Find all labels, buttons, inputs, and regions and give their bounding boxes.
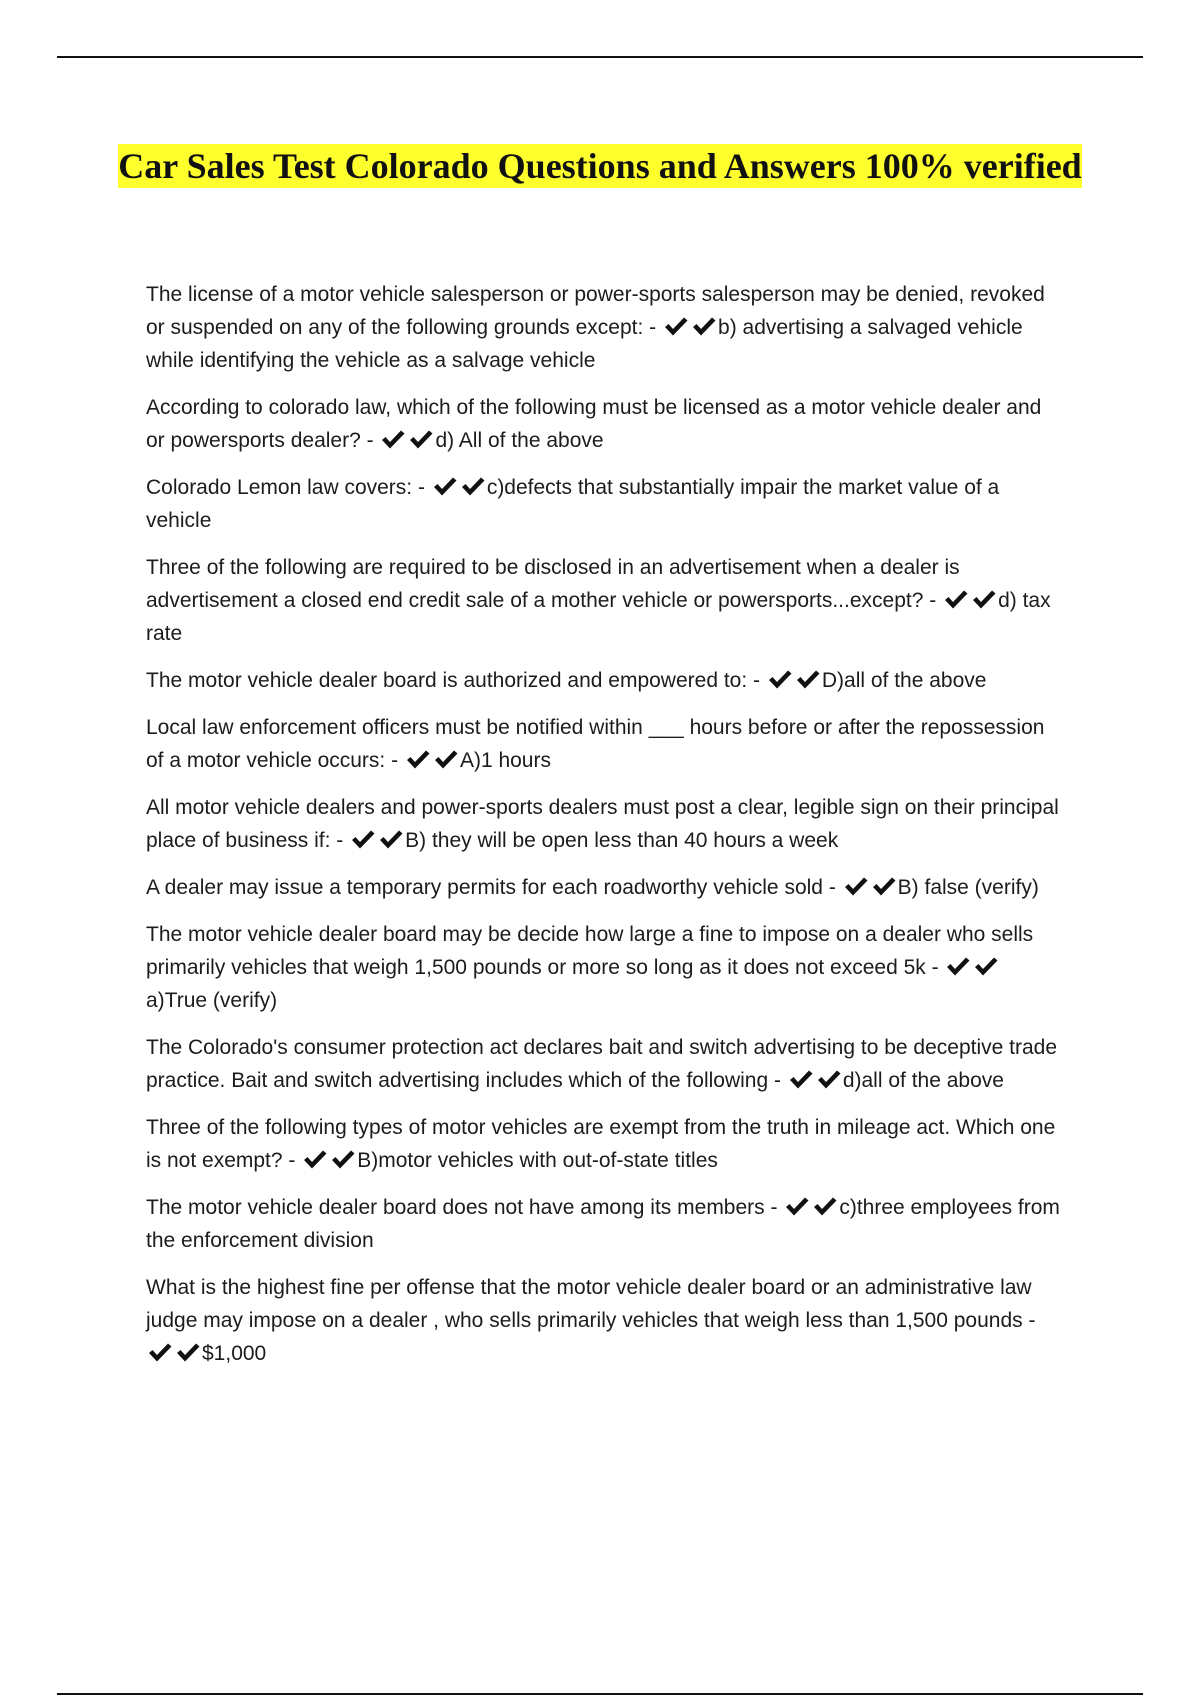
separator: - bbox=[925, 956, 945, 979]
question-text: The motor vehicle dealer board does not have among its members bbox=[146, 1196, 765, 1219]
qa-item bbox=[146, 871, 1061, 904]
check-mark-icon bbox=[432, 475, 458, 497]
check-mark-icon bbox=[945, 955, 971, 977]
check-mark-icon bbox=[408, 428, 434, 450]
question-text: According to colorado law, which of the following must be licensed as a motor vehicle dealer and or powersports dealer? bbox=[146, 396, 1042, 452]
check-mark-icon bbox=[380, 428, 406, 450]
question-text: Three of the following types of motor vehicles are exempt from the truth in mileage act. Which one is not exempt? bbox=[146, 1116, 1056, 1172]
separator: - bbox=[747, 669, 766, 692]
question-text: The motor vehicle dealer board may be decide how large a fine to impose on a dealer who sells primarily vehicles that weigh 1,500 pounds or more so long as it does not exceed 5k bbox=[146, 923, 1034, 979]
separator: - bbox=[822, 876, 842, 899]
question-text: The motor vehicle dealer board is authorized and empowered to: bbox=[146, 669, 748, 692]
answer-text: B) false (verify) bbox=[897, 876, 1039, 899]
title-highlight: Car Sales Test Colorado Questions and Answers 100% verified bbox=[118, 146, 1082, 186]
qa-item bbox=[146, 278, 1061, 377]
question-text: Three of the following are required to be disclosed in an advertisement when a dealer is advertisement a closed end credit sale of a mother vehicle or powersports...except? bbox=[146, 556, 960, 612]
check-mark-icon bbox=[147, 1341, 173, 1363]
question-text: The Colorado's consumer protection act declares bait and switch advertising to be deceptive trade practice. Bait and switch advertising includes which of the following bbox=[146, 1036, 1058, 1092]
answer-text: $1,000 bbox=[202, 1342, 267, 1365]
question-text: All motor vehicle dealers and power-sports dealers must post a clear, legible sign on their principal place of business if: bbox=[146, 796, 1059, 852]
check-mark-icon bbox=[663, 315, 689, 337]
qa-list bbox=[146, 278, 1061, 1384]
check-mark-icon bbox=[378, 828, 404, 850]
separator: - bbox=[360, 429, 380, 452]
document-title bbox=[57, 145, 1143, 187]
qa-item bbox=[146, 1031, 1061, 1097]
separator: - bbox=[768, 1069, 787, 1092]
question-text: Colorado Lemon law covers: bbox=[146, 476, 413, 499]
check-mark-icon bbox=[691, 315, 717, 337]
answer-text: b) advertising a salvaged vehicle while identifying the vehicle as a salvage vehicle bbox=[146, 316, 1023, 372]
qa-item bbox=[146, 711, 1061, 777]
answer-text: B)motor vehicles with out-of-state titles bbox=[357, 1149, 718, 1172]
answer-text: d) All of the above bbox=[435, 429, 604, 452]
check-mark-icon bbox=[175, 1341, 201, 1363]
separator: - bbox=[282, 1149, 302, 1172]
question-text: Local law enforcement officers must be notified within ___ hours before or after the repossession of a motor vehicle occurs: bbox=[146, 716, 1045, 772]
question-text: A dealer may issue a temporary permits for each roadworthy vehicle sold bbox=[146, 876, 823, 899]
check-mark-icon bbox=[350, 828, 376, 850]
qa-item bbox=[146, 1191, 1061, 1257]
separator: - bbox=[330, 829, 350, 852]
top-rule bbox=[57, 56, 1143, 58]
qa-item bbox=[146, 1111, 1061, 1177]
separator: - bbox=[923, 589, 943, 612]
answer-text: c)defects that substantially impair the market value of a vehicle bbox=[146, 476, 1000, 532]
bottom-rule bbox=[57, 1693, 1143, 1695]
separator: - bbox=[764, 1196, 784, 1219]
qa-item bbox=[146, 1271, 1061, 1370]
check-mark-icon bbox=[433, 748, 459, 770]
separator: - bbox=[385, 749, 404, 772]
qa-item bbox=[146, 471, 1061, 537]
check-mark-icon bbox=[767, 668, 793, 690]
check-mark-icon bbox=[943, 588, 969, 610]
check-mark-icon bbox=[816, 1068, 842, 1090]
check-mark-icon bbox=[330, 1148, 356, 1170]
answer-text: d)all of the above bbox=[842, 1069, 1004, 1092]
check-mark-icon bbox=[843, 875, 869, 897]
separator: - bbox=[643, 316, 663, 339]
check-mark-icon bbox=[973, 955, 999, 977]
question-text: What is the highest fine per offense that the motor vehicle dealer board or an administrative law judge may impose on a dealer , who sells primarily vehicles that weigh less than 1,500 pounds bbox=[146, 1276, 1032, 1332]
check-mark-icon bbox=[784, 1195, 810, 1217]
separator: - bbox=[1022, 1309, 1036, 1332]
answer-text: D)all of the above bbox=[821, 669, 987, 692]
question-text: The license of a motor vehicle salesperson or power-sports salesperson may be denied, revoked or suspended on any of the following grounds except: bbox=[146, 283, 1045, 339]
answer-text: d) tax rate bbox=[146, 589, 1051, 645]
answer-text: c)three employees from the enforcement division bbox=[146, 1196, 1060, 1252]
qa-item bbox=[146, 551, 1061, 650]
check-mark-icon bbox=[788, 1068, 814, 1090]
separator: - bbox=[412, 476, 431, 499]
qa-item bbox=[146, 391, 1061, 457]
check-mark-icon bbox=[405, 748, 431, 770]
check-mark-icon bbox=[302, 1148, 328, 1170]
answer-text: B) they will be open less than 40 hours a week bbox=[405, 829, 839, 852]
answer-text: A)1 hours bbox=[459, 749, 551, 772]
qa-item bbox=[146, 791, 1061, 857]
qa-item bbox=[146, 918, 1061, 1017]
check-mark-icon bbox=[460, 475, 486, 497]
check-mark-icon bbox=[795, 668, 821, 690]
answer-text: a)True (verify) bbox=[146, 989, 278, 1012]
check-mark-icon bbox=[812, 1195, 838, 1217]
qa-item bbox=[146, 664, 1061, 697]
check-mark-icon bbox=[871, 875, 897, 897]
check-mark-icon bbox=[971, 588, 997, 610]
